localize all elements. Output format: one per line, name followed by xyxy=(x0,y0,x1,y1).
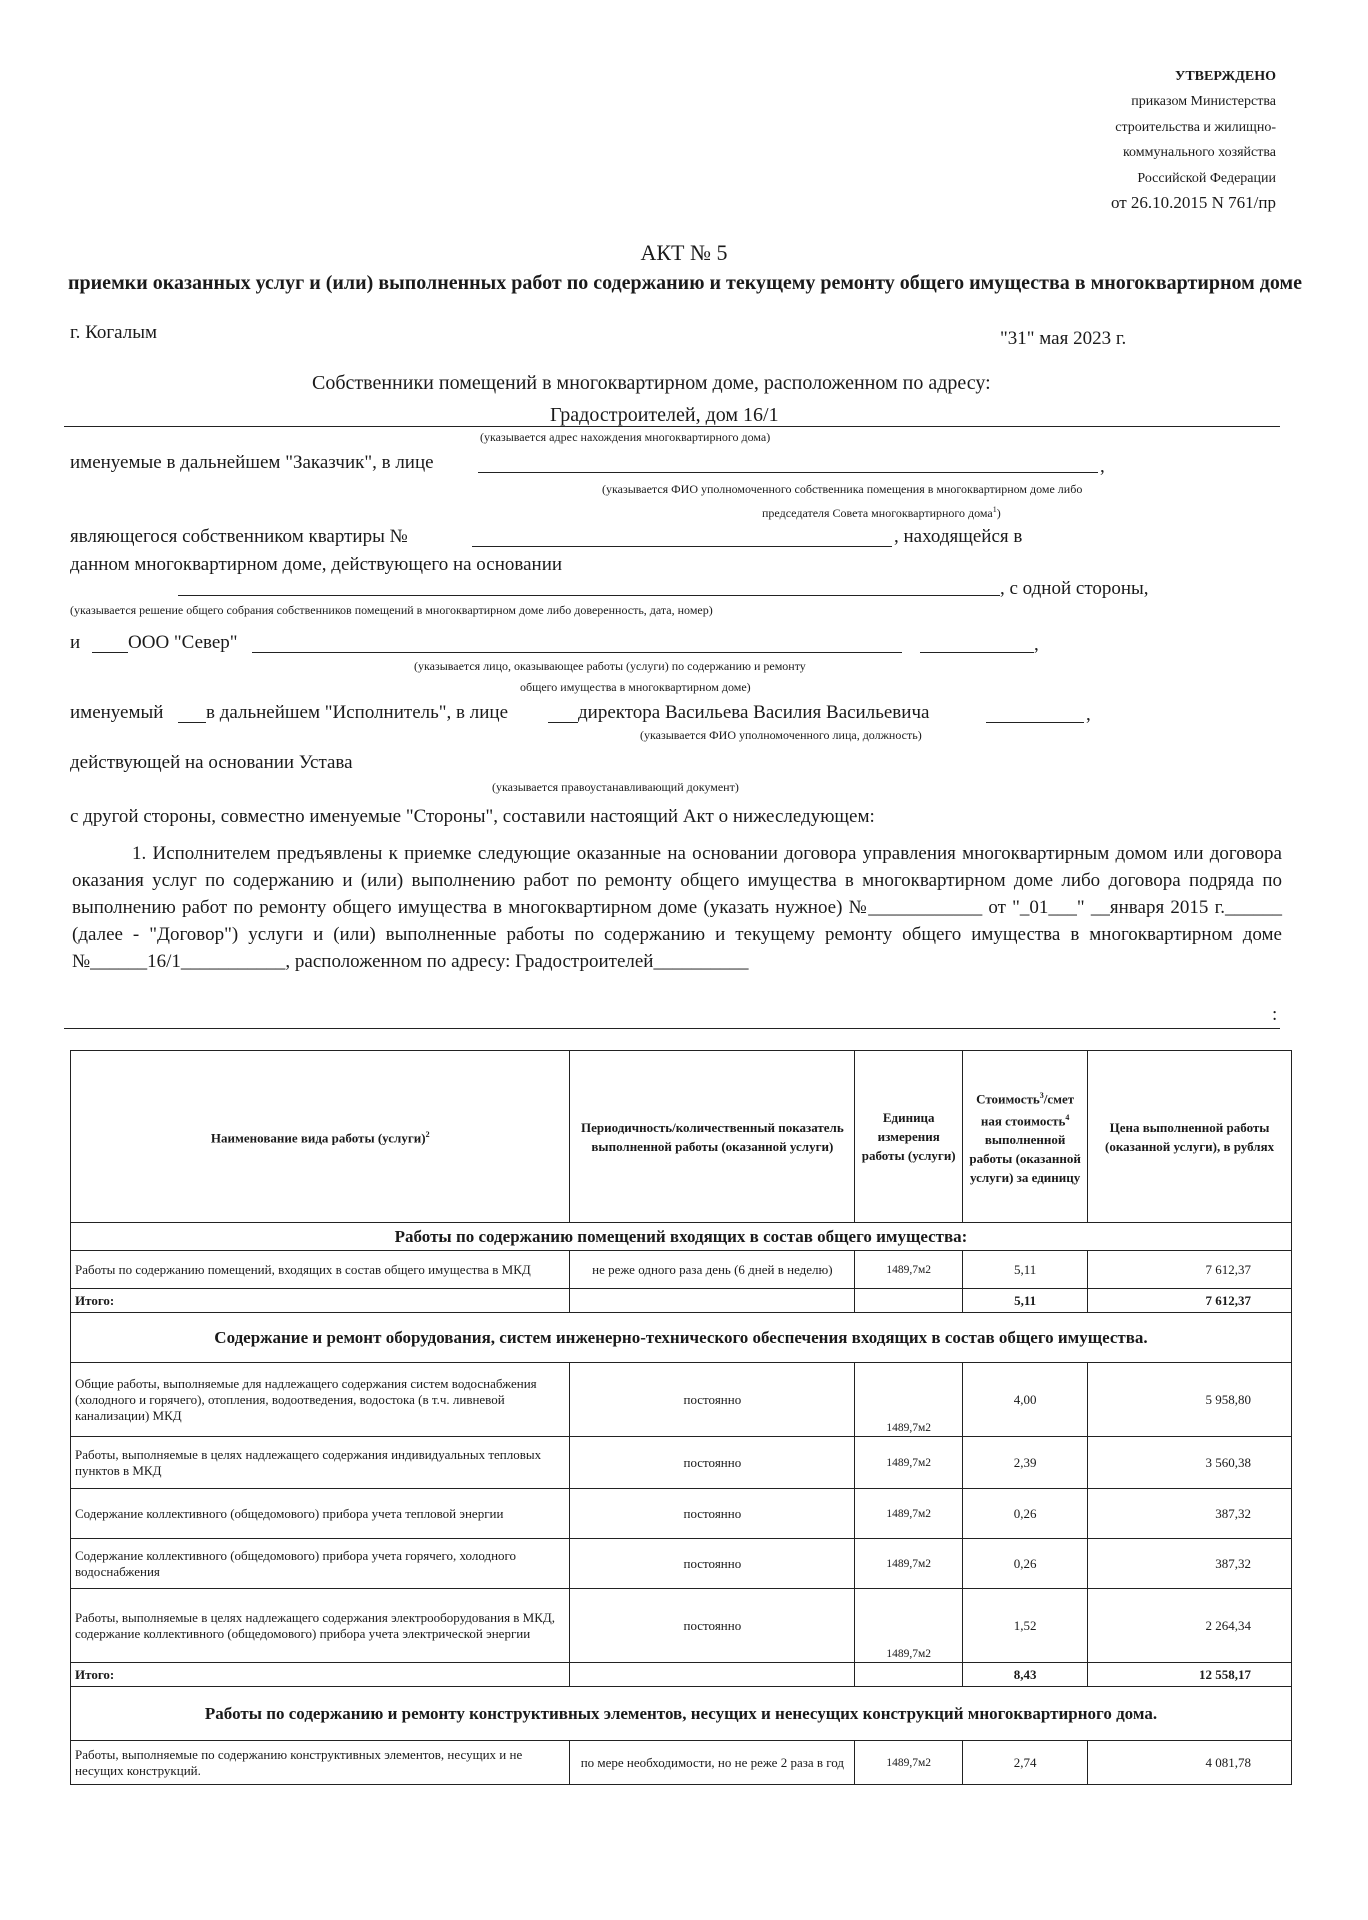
executor-note: (указывается ФИО уполномоченного лица, должность) xyxy=(640,728,922,742)
act-title: АКТ № 5 xyxy=(640,240,728,265)
work-unit: 1489,7м2 xyxy=(855,1539,963,1589)
approval-heading: УТВЕРЖДЕНО xyxy=(1175,69,1276,84)
owner-line: являющегося собственником квартиры № xyxy=(70,526,408,547)
total-cost: 8,43 xyxy=(963,1663,1088,1687)
table-row xyxy=(71,1437,1292,1489)
contractor-blank xyxy=(920,652,1034,653)
table-row xyxy=(71,1251,1292,1289)
header-unit: Единица измерения работы (услуги) xyxy=(855,1051,963,1223)
acting-note: (указывается правоустанавливающий документ) xyxy=(492,780,739,794)
work-period: постоянно xyxy=(570,1539,855,1589)
comma: , xyxy=(1034,634,1039,655)
contractor-note: (указывается лицо, оказывающее работы (услуги) по содержанию и ремонту xyxy=(414,659,806,673)
customer-note: председателя Совета многоквартирного дома$^1$) xyxy=(762,505,1001,520)
work-cost: 4,00 xyxy=(963,1363,1088,1437)
table-row xyxy=(71,1589,1292,1663)
customer-note: (указывается ФИО уполномоченного собственника помещения в многоквартирном доме либо xyxy=(602,482,1083,496)
work-price: 5 958,80 xyxy=(1088,1363,1292,1437)
act-subtitle: приемки оказанных услуг и (или) выполненных работ по содержанию и текущему ремонту общего имущества в многоквартирном доме xyxy=(68,272,1302,294)
section-row xyxy=(71,1687,1292,1741)
section-row xyxy=(71,1313,1292,1363)
work-period: постоянно xyxy=(570,1589,855,1663)
one-side: , с одной стороны, xyxy=(1000,578,1149,599)
city: г. Когалым xyxy=(70,322,158,343)
work-unit: 1489,7м2 xyxy=(855,1437,963,1489)
work-period: постоянно xyxy=(570,1363,855,1437)
paragraph-1: 1. Исполнителем предъявлены к приемке следующие оказанные на основании договора управления многоквартирным домом или договора оказания услуг по содержанию и (или) выполнению работ по ремонту общего имущества в многоквартирном доме либо договора подряда по выполнению работ по ремонту общего имущества в многоквартирном доме (указать нужное) №____________ от "_01___" __января 2015 г.______ (далее - "Договор") услуги и (или) выполненные работы по содержанию и текущему ремонту общего имущества в многоквартирном доме №______16/1___________, расположенном по адресу: Градостроителей__________ xyxy=(72,843,1282,972)
contractor-blank xyxy=(252,652,902,653)
work-price: 7 612,37 xyxy=(1088,1251,1292,1289)
work-price: 3 560,38 xyxy=(1088,1437,1292,1489)
table-row xyxy=(71,1741,1292,1785)
work-name: Содержание коллективного (общедомового) прибора учета горячего, холодного водоснабжения xyxy=(71,1539,570,1589)
apartment-blank xyxy=(472,546,892,547)
comma: , xyxy=(1086,704,1091,725)
work-name: Работы, выполняемые в целях надлежащего содержания электрооборудования в МКД, содержание коллективного (общедомового) прибора учета электрической энергии xyxy=(71,1589,570,1663)
work-cost: 1,52 xyxy=(963,1589,1088,1663)
section-title: Работы по содержанию помещений входящих в состав общего имущества: xyxy=(71,1223,1292,1251)
work-cost: 2,74 xyxy=(963,1741,1088,1785)
header-period: Периодичность/количественный показатель выполненной работы (оказанной услуги) xyxy=(570,1051,855,1223)
work-price: 2 264,34 xyxy=(1088,1589,1292,1663)
comma: , xyxy=(1100,456,1105,477)
approval-line: строительства и жилищно- xyxy=(1115,120,1276,135)
table-row xyxy=(71,1489,1292,1539)
executor-blank xyxy=(178,722,206,723)
executor-blank xyxy=(548,722,578,723)
total-cost: 5,11 xyxy=(963,1289,1088,1313)
table-row xyxy=(71,1363,1292,1437)
basis-line: данном многоквартирном доме, действующего на основании xyxy=(70,554,563,575)
executor-person: директора Васильева Василия Васильевича xyxy=(578,702,930,723)
total-price: 7 612,37 xyxy=(1088,1289,1292,1313)
customer-line: именуемые в дальнейшем "Заказчик", в лице xyxy=(70,452,434,473)
basis-blank xyxy=(178,595,1000,596)
work-unit: 1489,7м2 xyxy=(855,1251,963,1289)
contractor-blank xyxy=(92,652,128,653)
header-name: Наименование вида работы (услуги)$^2$ xyxy=(71,1051,570,1223)
work-period: не реже одного раза день (6 дней в неделю) xyxy=(570,1251,855,1289)
work-name: Работы по содержанию помещений, входящих в состав общего имущества в МКД xyxy=(71,1251,570,1289)
work-period: постоянно xyxy=(570,1489,855,1539)
work-cost: 2,39 xyxy=(963,1437,1088,1489)
owner-line-end: , находящейся в xyxy=(894,526,1023,547)
act-date: "31" мая 2023 г. xyxy=(1000,328,1127,349)
total-label: Итого: xyxy=(71,1663,570,1687)
approval-line: коммунального хозяйства xyxy=(1122,145,1276,160)
owners-line: Собственники помещений в многоквартирном доме, расположенном по адресу: xyxy=(312,372,991,394)
acting-line: действующей на основании Устава xyxy=(70,752,353,773)
section-row xyxy=(71,1223,1292,1251)
contractor-note: общего имущества в многоквартирном доме) xyxy=(520,680,751,694)
approval-line: приказом Министерства xyxy=(1131,94,1276,109)
executor-blank xyxy=(986,722,1084,723)
total-price: 12 558,17 xyxy=(1088,1663,1292,1687)
paragraph-underline xyxy=(64,1028,1280,1029)
total-label: Итого: xyxy=(71,1289,570,1313)
works-table xyxy=(70,1050,1292,1785)
approval-date: от 26.10.2015 N 761/пр xyxy=(1110,193,1276,212)
work-period: по мере необходимости, но не реже 2 раза в год xyxy=(570,1741,855,1785)
section-title: Содержание и ремонт оборудования, систем инженерно-технического обеспечения входящих в состав общего имущества. xyxy=(71,1313,1292,1363)
work-cost: 5,11 xyxy=(963,1251,1088,1289)
basis-note: (указывается решение общего собрания собственников помещений в многоквартирном доме либо доверенность, дата, номер) xyxy=(70,603,713,617)
work-period: постоянно xyxy=(570,1437,855,1489)
address-note: (указывается адрес нахождения многоквартирного дома) xyxy=(480,430,771,444)
other-side: с другой стороны, совместно именуемые "Стороны", составили настоящий Акт о нижеследующем: xyxy=(70,806,875,827)
work-name: Общие работы, выполняемые для надлежащего содержания систем водоснабжения (холодного и горячего), отопления, водоотведения, водостока (в т.ч. ливневой канализации) МКД xyxy=(71,1363,570,1437)
customer-blank xyxy=(478,472,1098,473)
work-price: 387,32 xyxy=(1088,1489,1292,1539)
table-row xyxy=(71,1539,1292,1589)
executor-label: именуемый xyxy=(70,702,164,723)
work-unit: 1489,7м2 xyxy=(855,1489,963,1539)
total-row xyxy=(71,1663,1292,1687)
work-name: Работы, выполняемые по содержанию конструктивных элементов, несущих и не несущих конструкций. xyxy=(71,1741,570,1785)
table-header-row xyxy=(71,1051,1292,1223)
address: Градостроителей, дом 16/1 xyxy=(550,404,779,426)
contractor-name: ООО "Север" xyxy=(128,632,238,653)
header-cost: Стоимость$^3$/смет ная стоимость$^4$ выполненной работы (оказанной услуги) за единицу xyxy=(963,1051,1088,1223)
contractor-prefix: и xyxy=(70,632,81,653)
work-cost: 0,26 xyxy=(963,1489,1088,1539)
address-underline xyxy=(64,426,1280,427)
work-cost: 0,26 xyxy=(963,1539,1088,1589)
work-name: Работы, выполняемые в целях надлежащего содержания индивидуальных тепловых пунктов в МКД xyxy=(71,1437,570,1489)
work-price: 4 081,78 xyxy=(1088,1741,1292,1785)
total-row xyxy=(71,1289,1292,1313)
executor-line: в дальнейшем "Исполнитель", в лице xyxy=(206,702,508,723)
work-unit: 1489,7м2 xyxy=(855,1589,963,1663)
approval-line: Российской Федерации xyxy=(1137,171,1276,186)
work-unit: 1489,7м2 xyxy=(855,1363,963,1437)
work-name: Содержание коллективного (общедомового) прибора учета тепловой энергии xyxy=(71,1489,570,1539)
work-unit: 1489,7м2 xyxy=(855,1741,963,1785)
section-title: Работы по содержанию и ремонту конструктивных элементов, несущих и ненесущих конструкций многоквартирного дома. xyxy=(71,1687,1292,1741)
colon: : xyxy=(1272,1004,1278,1025)
work-price: 387,32 xyxy=(1088,1539,1292,1589)
header-price: Цена выполненной работы (оказанной услуги), в рублях xyxy=(1088,1051,1292,1223)
